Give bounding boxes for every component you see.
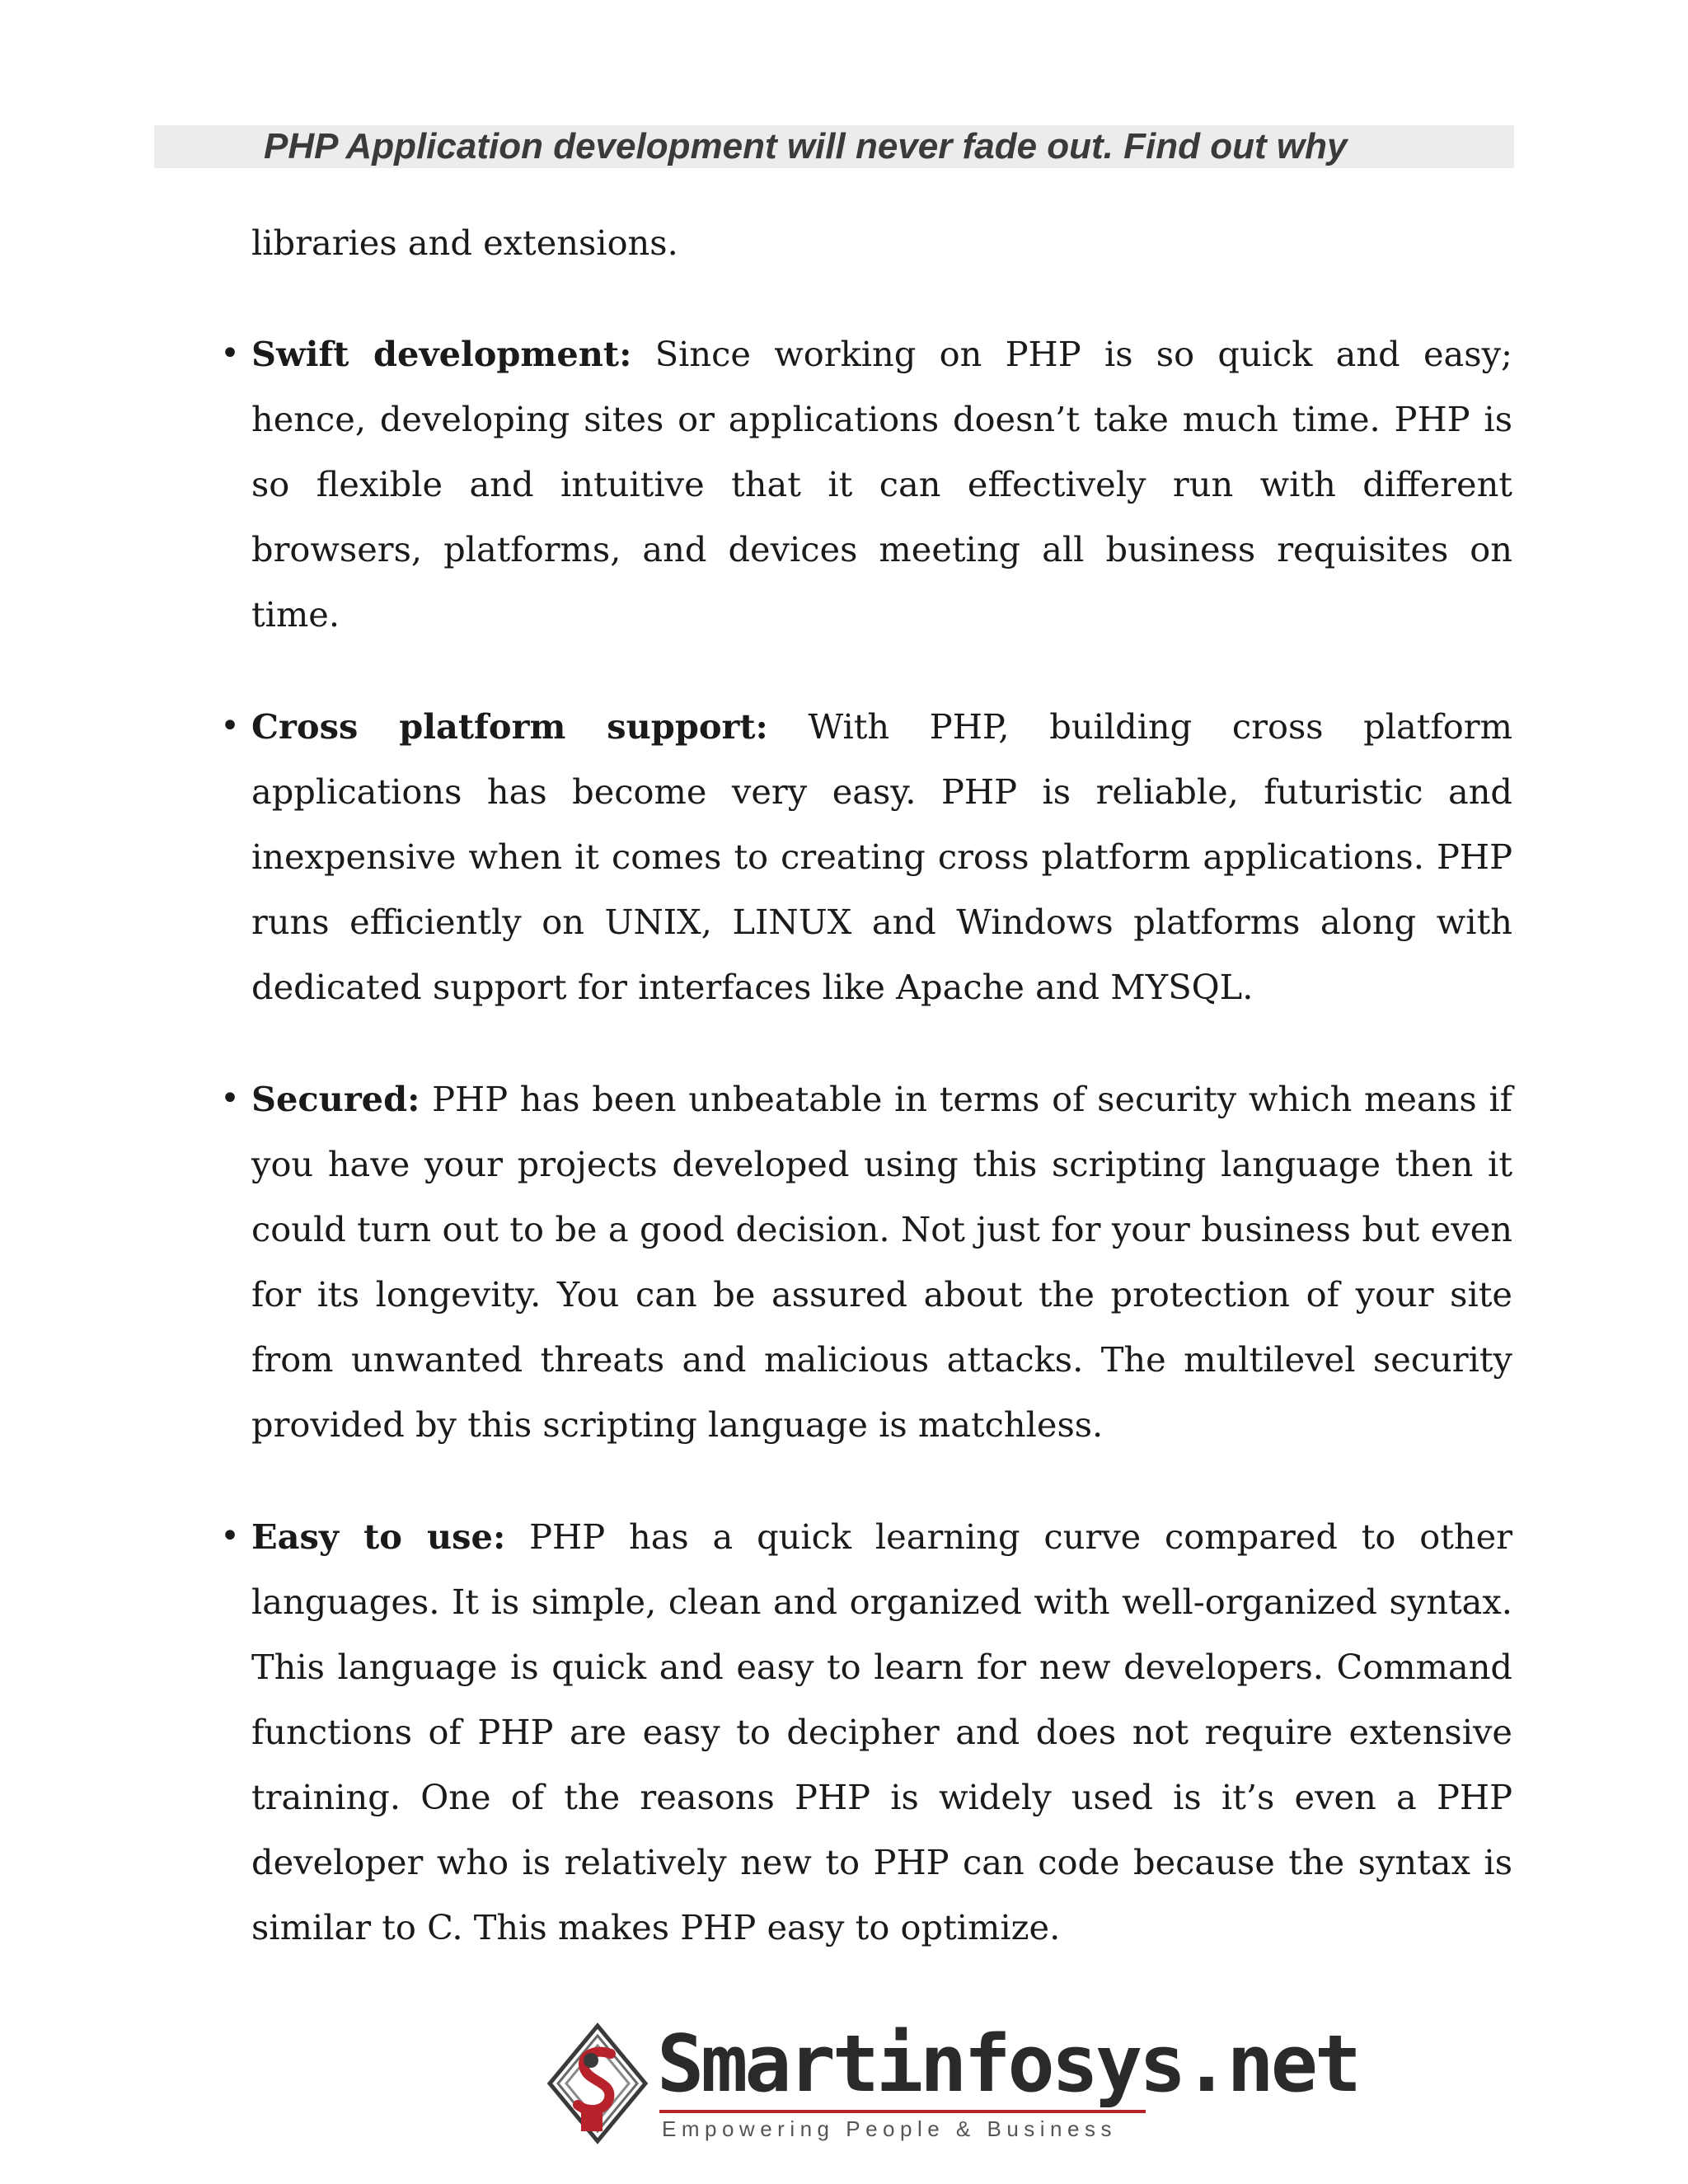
document-body xyxy=(220,210,1513,2007)
page-header-title: PHP Application development will never fade out. Find out why xyxy=(264,126,1348,166)
bullet-term: Swift development: xyxy=(251,334,632,374)
bullet-text: PHP has a quick learning curve compared to other languages. It is simple, clean and organized with well-organized syntax. This language is quick and easy to learn for new developers. Command functions of PHP are easy to decipher and does not require extensive training. One of the reasons PHP is widely used is it’s even a PHP developer who is relatively new to PHP can code because the syntax is similar to C. This makes PHP easy to optimize. xyxy=(251,1516,1513,1947)
bullet-icon: • xyxy=(220,1517,240,1555)
bullet-icon: • xyxy=(220,707,240,745)
list-item xyxy=(220,1066,1512,1457)
list-item xyxy=(220,1504,1513,1960)
list-item xyxy=(220,694,1512,1019)
logo-name: Smartinfosys.net xyxy=(657,2019,1359,2110)
logo-divider xyxy=(659,2110,1146,2113)
bullet-icon: • xyxy=(220,335,240,373)
bullet-text: Since working on PHP is so quick and easy; hence, developing sites or applications doesn’t take much time. PHP is so flexible and intuitive that it can effectively run with different browsers, platforms, and devices meeting all business requisites on time. xyxy=(251,334,1512,635)
bullet-term: Easy to use: xyxy=(251,1516,506,1557)
logo-tagline: Empowering People & Business xyxy=(662,2116,1117,2141)
bullet-icon: • xyxy=(220,1080,240,1118)
bullet-text: With PHP, building cross platform applications has become very easy. PHP is reliable, futuristic and inexpensive when it comes to creating cross platform applications. PHP runs efficiently on UNIX, LINUX and Windows platforms along with dedicated support for interfaces like Apache and MYSQL. xyxy=(251,706,1512,1007)
feature-list xyxy=(220,321,1513,1960)
continued-paragraph: libraries and extensions. xyxy=(251,223,678,263)
company-logo xyxy=(540,2011,1359,2159)
bullet-text: PHP has been unbeatable in terms of security which means if you have your projects developed using this scripting language then it could turn out to be a good decision. Not just for your business but even for its longevity. You can be assured about the protection of your site from unwanted threats and malicious attacks. The multilevel security provided by this scripting language is matchless. xyxy=(251,1079,1512,1445)
list-item xyxy=(220,321,1512,647)
bullet-term: Secured: xyxy=(251,1079,420,1119)
logo-mark-icon xyxy=(540,2011,655,2159)
bullet-term: Cross platform support: xyxy=(251,706,768,747)
